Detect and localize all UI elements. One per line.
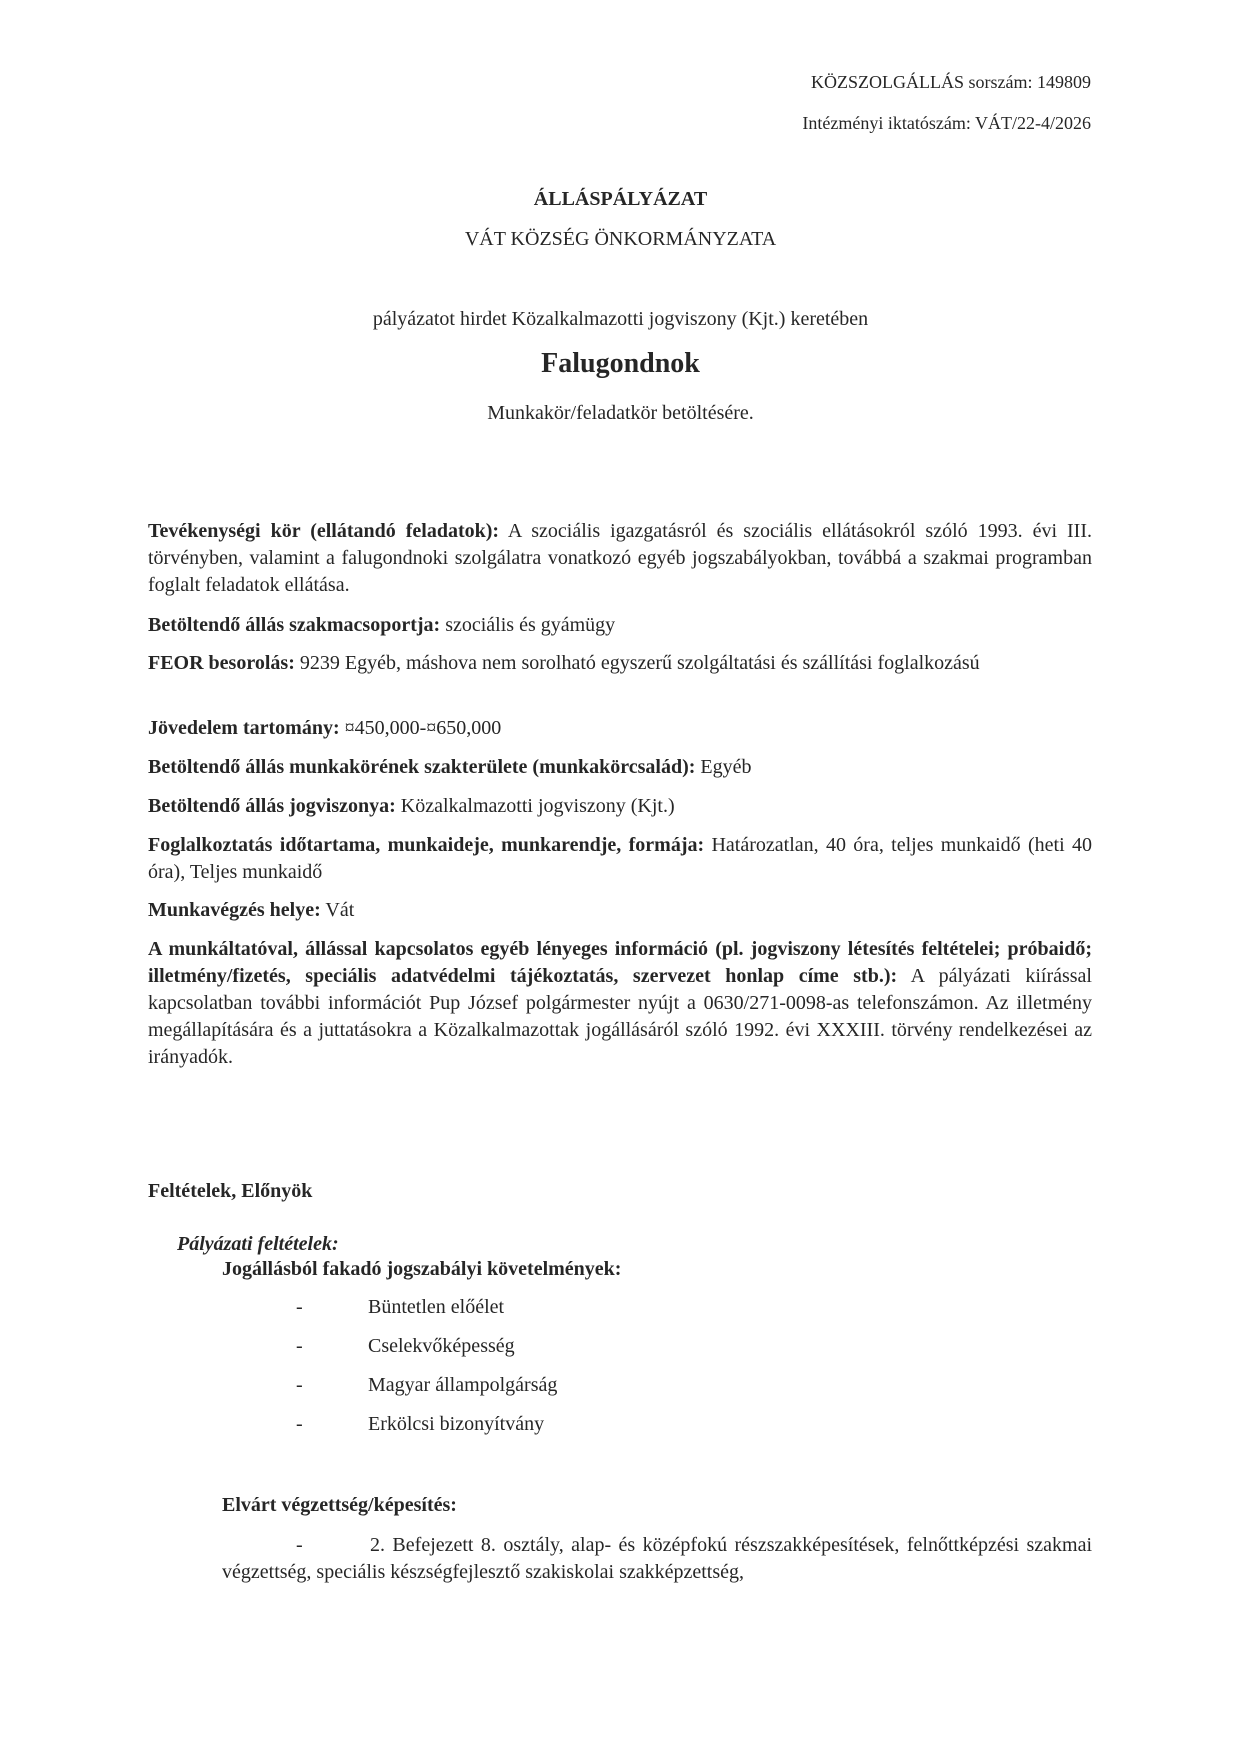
- bullet-dash: -: [296, 1413, 303, 1435]
- bullet-dash: -: [296, 1335, 303, 1357]
- field-label: Foglalkoztatás időtartama, munkaideje, munkarendje, formája:: [148, 834, 705, 856]
- education-item-text: 2. Befejezett 8. osztály, alap- és középfokú részszakképesítések, felnőttképzési szakmai végzettség, speciális készségfejlesztő szakiskolai szakképzettség,: [222, 1534, 1092, 1583]
- registry-number: Intézményi iktatószám: VÁT/22-4/2026: [802, 113, 1091, 133]
- field-employment-type: [148, 793, 1092, 820]
- field-value: Vát: [320, 899, 355, 921]
- serial-number: KÖZSZOLGÁLLÁS sorszám: 149809: [811, 72, 1091, 92]
- field-value: 9239 Egyéb, máshova nem sorolható egyszerű szolgáltatási és szállítási foglalkozású: [294, 652, 980, 674]
- legal-requirements-heading: Jogállásból fakadó jogszabályi követelmények:: [222, 1258, 622, 1280]
- position-title: Falugondnok: [541, 348, 700, 379]
- field-label: Betöltendő állás szakmacsoportja:: [148, 614, 441, 636]
- field-value: A szociális igazgatásról és szociális ellátásokról szóló 1993. évi III. törvényben, valamint a falugondnoki szolgálatra vonatkozó egyéb jogszabályokban, továbbá a szakmai programban foglalt feladatok ellátása.: [148, 520, 1092, 596]
- field-label: Tevékenységi kör (ellátandó feladatok):: [148, 520, 500, 542]
- announcement-text: pályázatot hirdet Közalkalmazotti jogviszony (Kjt.) keretében: [372, 308, 869, 330]
- organization-name: VÁT KÖZSÉG ÖNKORMÁNYZATA: [464, 228, 777, 250]
- fill-text: Munkakör/feladatkör betöltésére.: [487, 402, 754, 424]
- field-other-info: [148, 936, 1092, 1071]
- field-value: Egyéb: [695, 756, 752, 778]
- field-value: Határozatlan, 40 óra, teljes munkaidő (heti 40 óra), Teljes munkaidő: [148, 834, 1092, 883]
- field-working-time: [148, 832, 1092, 886]
- bullet-dash: -: [296, 1534, 303, 1556]
- bullet-dash: -: [296, 1296, 303, 1318]
- list-item: [296, 1335, 515, 1358]
- list-item: [296, 1413, 544, 1436]
- bullet-dash: -: [296, 1374, 303, 1396]
- field-value: szociális és gyámügy: [440, 614, 616, 636]
- field-value: A pályázati kiírással kapcsolatban további információt Pup József polgármester nyújt a 0630/271-0098-as telefonszámon. Az illetmény megállapítására és a juttatásokra a Közalkalmazottak jogállásáról szóló 1992. évi XXXIII. törvény rendelkezései az irányadók.: [148, 965, 1092, 1068]
- field-label: Betöltendő állás munkakörének szakterülete (munkakörcsalád):: [148, 756, 696, 778]
- list-item-text: Cselekvőképesség: [368, 1335, 515, 1357]
- list-item-text: Erkölcsi bizonyítvány: [368, 1413, 545, 1435]
- field-professional-group: [148, 612, 1092, 639]
- conditions-heading: Feltételek, Előnyök: [148, 1180, 313, 1202]
- list-item-text: Magyar állampolgárság: [368, 1374, 558, 1396]
- document-title: ÁLLÁSPÁLYÁZAT: [533, 188, 708, 210]
- field-job-family: [148, 754, 1092, 781]
- field-label: Betöltendő állás jogviszonya:: [148, 795, 396, 817]
- field-value: Közalkalmazotti jogviszony (Kjt.): [395, 795, 675, 817]
- field-label: Jövedelem tartomány:: [148, 717, 340, 739]
- field-workplace: [148, 897, 1092, 924]
- field-label: A munkáltatóval, állással kapcsolatos egyéb lényeges információ (pl. jogviszony létesítés feltételei; próbaidő; illetmény/fizetés, speciális adatvédelmi tájékoztatás, szervezet honlap címe stb.):: [148, 938, 1092, 987]
- field-label: Munkavégzés helye:: [148, 899, 321, 921]
- list-item-text: Büntetlen előélet: [368, 1296, 505, 1318]
- field-value: ¤450,000-¤650,000: [339, 717, 502, 739]
- education-heading: Elvárt végzettség/képesítés:: [222, 1494, 457, 1516]
- field-income-range: [148, 715, 1092, 742]
- field-label: FEOR besorolás:: [148, 652, 295, 674]
- application-conditions-heading: Pályázati feltételek:: [177, 1233, 339, 1255]
- list-item: [296, 1374, 557, 1397]
- field-feor: [148, 650, 1092, 677]
- field-activity: [148, 518, 1092, 599]
- list-item: [296, 1296, 504, 1319]
- education-item: [222, 1532, 1092, 1586]
